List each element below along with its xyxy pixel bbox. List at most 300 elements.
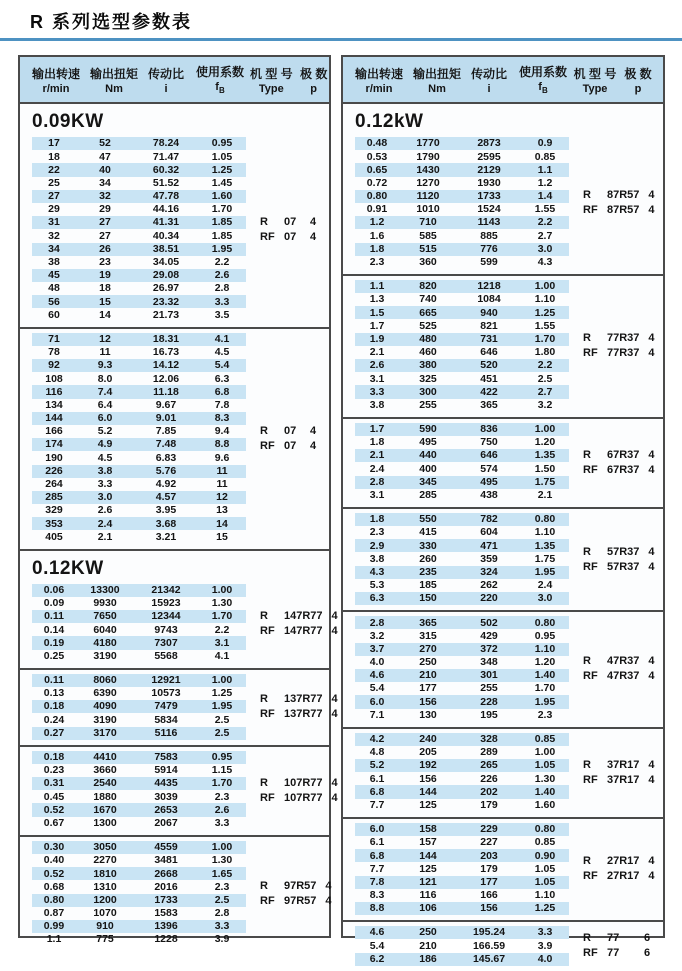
data-block — [20, 751, 338, 830]
table-row — [355, 733, 569, 746]
table-row — [32, 478, 246, 491]
cell-speed: 190 — [45, 451, 63, 464]
cell-fb: 1.70 — [534, 332, 556, 345]
table-row — [355, 746, 569, 759]
col-unit-poles: p — [634, 82, 642, 95]
cell-torque: 32 — [99, 190, 111, 203]
cell-torque: 255 — [419, 398, 437, 411]
column-header-row — [343, 57, 663, 104]
cell-fb: 2.2 — [537, 216, 553, 229]
type-poles-column — [246, 751, 351, 830]
table-row — [32, 790, 246, 803]
cell-ratio: 21.73 — [152, 308, 180, 321]
type-poles-column — [569, 926, 663, 966]
cell-ratio: 574 — [480, 462, 498, 475]
cell-ratio: 227 — [480, 836, 498, 849]
cell-fb: 4.0 — [537, 952, 553, 965]
cell-speed: 6.3 — [369, 592, 385, 605]
cell-fb: 2.8 — [214, 907, 230, 920]
cell-fb: 0.9 — [537, 137, 553, 150]
cell-ratio: 438 — [480, 489, 498, 502]
table-row — [32, 137, 246, 150]
cell-speed: 285 — [45, 491, 63, 504]
cell-torque: 150 — [419, 592, 437, 605]
type-model: 67R37 — [607, 463, 640, 476]
cell-speed: 45 — [48, 269, 60, 282]
cell-fb: 2.6 — [214, 269, 230, 282]
cell-torque: 3050 — [93, 841, 117, 854]
cell-torque: 106 — [419, 902, 437, 915]
cell-ratio: 47.78 — [152, 190, 180, 203]
cell-ratio: 301 — [480, 669, 498, 682]
cell-ratio: 520 — [480, 359, 498, 372]
cell-ratio: 365 — [480, 398, 498, 411]
cell-ratio: 3481 — [154, 854, 178, 867]
cell-fb: 1.80 — [534, 346, 556, 359]
col-name-type: 机 型 号 — [573, 66, 617, 81]
type-series: R — [583, 448, 591, 461]
type-series: RF — [260, 439, 275, 452]
col-header-ratio — [142, 57, 190, 102]
cell-torque: 26 — [99, 242, 111, 255]
poles-value: 4 — [648, 347, 655, 360]
poles-value: 4 — [331, 624, 338, 637]
cell-torque: 1670 — [93, 803, 117, 816]
type-line — [583, 561, 663, 573]
col-unit-torque: Nm — [428, 82, 446, 95]
cell-speed: 48 — [48, 282, 60, 295]
cell-torque: 18 — [99, 282, 111, 295]
type-model: 27R17 — [607, 855, 640, 868]
col-header-type — [250, 57, 293, 102]
cell-fb: 1.85 — [211, 229, 233, 242]
cell-fb: 1.65 — [211, 867, 233, 880]
table-group — [343, 727, 663, 817]
cell-fb: 2.4 — [537, 579, 553, 592]
cell-speed: 0.09 — [43, 597, 65, 610]
table-row — [355, 566, 569, 579]
cell-speed: 7.8 — [369, 875, 385, 888]
cell-fb: 2.1 — [537, 489, 553, 502]
col-name-torque: 输出扭矩 — [412, 66, 461, 81]
cell-ratio: 5914 — [154, 764, 178, 777]
cell-torque: 192 — [419, 759, 437, 772]
type-line — [260, 895, 340, 907]
cell-ratio: 78.24 — [152, 137, 180, 150]
poles-value: 4 — [648, 204, 655, 217]
poles-value: 4 — [648, 870, 655, 883]
cell-ratio: 3.21 — [155, 530, 177, 543]
cell-speed: 71 — [48, 332, 60, 345]
cell-ratio: 5116 — [154, 726, 178, 739]
col-header-torque — [86, 57, 142, 102]
cell-ratio: 16.73 — [152, 346, 180, 359]
table-row — [355, 823, 569, 836]
cell-fb: 2.2 — [214, 623, 230, 636]
cell-fb: 1.00 — [534, 746, 556, 759]
cell-fb: 9.4 — [214, 425, 230, 438]
cell-ratio: 599 — [480, 256, 498, 269]
cell-ratio: 3039 — [154, 790, 178, 803]
table-row — [32, 713, 246, 726]
cell-fb: 2.6 — [214, 803, 230, 816]
cell-torque: 1790 — [416, 150, 440, 163]
table-row — [355, 669, 569, 682]
table-row — [355, 359, 569, 372]
cell-speed: 92 — [48, 359, 60, 372]
cell-torque: 40 — [99, 163, 111, 176]
cell-fb: 0.80 — [534, 823, 556, 836]
cell-torque: 185 — [419, 579, 437, 592]
cell-speed: 0.24 — [43, 713, 65, 726]
cell-ratio: 1733 — [477, 190, 501, 203]
table-row — [32, 359, 246, 372]
type-model: 47R37 — [607, 670, 640, 683]
table-group — [343, 417, 663, 507]
cell-ratio: 9.67 — [155, 398, 177, 411]
cell-speed: 4.6 — [369, 926, 385, 939]
table-row — [32, 841, 246, 854]
cell-torque: 156 — [419, 695, 437, 708]
cell-torque: 345 — [419, 475, 437, 488]
cell-ratio: 255 — [480, 682, 498, 695]
table-row — [355, 476, 569, 489]
cell-fb: 1.2 — [537, 176, 553, 189]
type-series: RF — [583, 560, 598, 573]
parameter-table-left — [18, 55, 338, 946]
cell-ratio: 179 — [480, 862, 498, 875]
cell-ratio: 1930 — [477, 176, 501, 189]
table-row — [32, 256, 246, 269]
cell-fb: 1.05 — [211, 150, 233, 163]
poles-value: 4 — [309, 424, 317, 437]
cell-ratio: 646 — [480, 346, 498, 359]
type-series: R — [260, 880, 268, 893]
type-model: 77R37 — [607, 347, 640, 360]
cell-torque: 235 — [419, 565, 437, 578]
cell-ratio: 2668 — [154, 867, 178, 880]
table-row — [355, 306, 569, 319]
cell-speed: 5.4 — [369, 939, 385, 952]
cell-torque: 665 — [419, 306, 437, 319]
cell-speed: 0.19 — [43, 636, 65, 649]
cell-fb: 11 — [216, 464, 228, 477]
cell-torque: 270 — [419, 642, 437, 655]
table-row — [32, 465, 246, 478]
cell-ratio: 1524 — [477, 203, 501, 216]
cell-ratio: 40.34 — [152, 229, 180, 242]
table-row — [355, 449, 569, 462]
cell-torque: 9.3 — [97, 359, 113, 372]
col-name-ratio: 传动比 — [470, 66, 507, 81]
cell-torque: 6.4 — [97, 398, 113, 411]
cell-fb: 1.10 — [534, 642, 556, 655]
col-unit-torque: Nm — [105, 82, 123, 95]
cell-fb: 1.70 — [534, 682, 556, 695]
cell-fb: 1.05 — [534, 875, 556, 888]
cell-torque: 260 — [419, 552, 437, 565]
data-block — [343, 137, 663, 269]
cell-speed: 4.8 — [369, 746, 385, 759]
cell-ratio: 14.12 — [152, 359, 180, 372]
table-row — [355, 229, 569, 242]
cell-torque: 400 — [419, 462, 437, 475]
cell-torque: 11 — [99, 346, 111, 359]
poles-value: 4 — [309, 230, 317, 243]
type-series: R — [583, 655, 591, 668]
cell-fb: 1.35 — [534, 539, 556, 552]
type-model: 87R57 — [607, 189, 640, 202]
cell-torque: 250 — [419, 656, 437, 669]
table-row — [355, 862, 569, 875]
col-name-poles: 极 数 — [624, 66, 652, 81]
type-line — [583, 947, 659, 959]
cell-ratio: 4.92 — [155, 478, 177, 491]
cell-speed: 2.3 — [369, 526, 385, 539]
cell-speed: 0.18 — [43, 700, 65, 713]
table-row — [32, 584, 246, 597]
cell-ratio: 38.51 — [152, 242, 180, 255]
cell-speed: 1.3 — [369, 293, 385, 306]
cell-speed: 1.8 — [369, 513, 385, 526]
table-row — [355, 280, 569, 293]
cell-fb: 1.10 — [534, 293, 556, 306]
cell-fb: 2.3 — [214, 880, 230, 893]
cell-ratio: 1733 — [154, 893, 178, 906]
cell-torque: 1270 — [416, 176, 440, 189]
cell-speed: 27 — [48, 190, 60, 203]
cell-torque: 1200 — [93, 893, 117, 906]
type-poles-column — [246, 584, 351, 663]
type-series: RF — [583, 870, 598, 883]
type-series: RF — [583, 347, 598, 360]
type-model: 147R77 — [284, 609, 323, 622]
col-unit-ratio: i — [164, 82, 168, 95]
table-row — [355, 190, 569, 203]
type-series: R — [583, 758, 591, 771]
cell-torque: 325 — [419, 372, 437, 385]
cell-ratio: 328 — [480, 733, 498, 746]
table-group — [343, 817, 663, 920]
cell-fb: 3.9 — [537, 939, 553, 952]
table-row — [355, 799, 569, 812]
cell-fb: 1.10 — [534, 889, 556, 902]
table-row — [355, 709, 569, 722]
cell-torque: 157 — [419, 836, 437, 849]
cell-torque: 3.0 — [97, 491, 113, 504]
cell-speed: 2.3 — [369, 256, 385, 269]
cell-torque: 4090 — [93, 700, 117, 713]
table-row — [355, 539, 569, 552]
cell-fb: 4.3 — [537, 256, 553, 269]
col-name-torque: 输出扭矩 — [89, 66, 138, 81]
table-row — [32, 399, 246, 412]
type-poles-column — [569, 280, 667, 412]
cell-torque: 365 — [419, 616, 437, 629]
cell-torque: 550 — [419, 513, 437, 526]
table-row — [32, 372, 246, 385]
cell-torque: 740 — [419, 293, 437, 306]
cell-torque: 3660 — [93, 764, 117, 777]
cell-fb: 1.05 — [534, 759, 556, 772]
power-section-label: 0.12KW — [32, 557, 104, 579]
cell-torque: 1310 — [93, 880, 117, 893]
cell-fb: 1.70 — [211, 777, 233, 790]
table-row — [355, 372, 569, 385]
cell-torque: 29 — [99, 203, 111, 216]
cell-torque: 4.9 — [97, 438, 113, 451]
cell-torque: 130 — [419, 708, 437, 721]
cell-speed: 1.7 — [369, 423, 385, 436]
table-group — [20, 327, 329, 549]
cell-ratio: 51.52 — [152, 176, 180, 189]
type-model: 57R37 — [607, 545, 640, 558]
table-row — [355, 629, 569, 642]
numeric-rows — [343, 823, 569, 915]
cell-speed: 2.4 — [369, 462, 385, 475]
cell-ratio: 4.57 — [155, 491, 177, 504]
cell-torque: 460 — [419, 346, 437, 359]
cell-speed: 0.72 — [366, 176, 388, 189]
data-block — [20, 583, 338, 663]
cell-fb: 5.4 — [214, 359, 230, 372]
table-row — [32, 412, 246, 425]
cell-torque: 3.3 — [97, 478, 113, 491]
cell-speed: 17 — [48, 137, 60, 150]
cell-speed: 60 — [48, 308, 60, 321]
cell-fb: 2.3 — [214, 790, 230, 803]
cell-speed: 1.6 — [369, 229, 385, 242]
type-poles-column — [569, 733, 667, 812]
cell-fb: 2.7 — [537, 229, 553, 242]
data-block — [343, 926, 663, 966]
cell-ratio: 179 — [480, 798, 498, 811]
cell-fb: 3.2 — [537, 398, 553, 411]
cell-fb: 1.10 — [534, 526, 556, 539]
cell-ratio: 422 — [480, 385, 498, 398]
cell-speed: 3.3 — [369, 385, 385, 398]
type-model: 37R17 — [607, 758, 640, 771]
cell-fb: 0.95 — [211, 137, 233, 150]
cell-ratio: 60.32 — [152, 163, 180, 176]
cell-fb: 15 — [216, 530, 228, 543]
cell-torque: 775 — [96, 933, 114, 946]
cell-fb: 2.5 — [537, 372, 553, 385]
cell-speed: 0.87 — [43, 907, 65, 920]
cell-speed: 0.27 — [43, 726, 65, 739]
cell-speed: 2.8 — [369, 475, 385, 488]
type-poles-column — [246, 137, 329, 322]
cell-torque: 4.5 — [97, 451, 113, 464]
cell-speed: 329 — [45, 504, 63, 517]
cell-torque: 590 — [419, 423, 437, 436]
cell-fb: 3.3 — [537, 926, 553, 939]
col-name-fb: 使用系数 — [195, 65, 244, 80]
type-poles-column — [569, 513, 667, 605]
type-series: RF — [260, 895, 275, 908]
type-series: RF — [260, 624, 275, 637]
cell-torque: 250 — [419, 926, 437, 939]
table-row — [32, 751, 246, 764]
table-row — [32, 295, 246, 308]
poles-value: 4 — [648, 773, 655, 786]
type-series: R — [583, 855, 591, 868]
table-row — [355, 953, 569, 966]
cell-ratio: 34.05 — [152, 256, 180, 269]
cell-fb: 1.05 — [534, 862, 556, 875]
column-header-row — [20, 57, 329, 104]
cell-speed: 0.14 — [43, 623, 65, 636]
poles-value: 4 — [325, 880, 332, 893]
type-series: RF — [583, 204, 598, 217]
cell-speed: 134 — [45, 398, 63, 411]
table-row — [32, 700, 246, 713]
table-group — [20, 668, 338, 745]
cell-speed: 1.1 — [369, 280, 385, 293]
cell-fb: 1.55 — [534, 319, 556, 332]
cell-fb: 1.45 — [211, 176, 233, 189]
cell-ratio: 156 — [480, 902, 498, 915]
cell-speed: 4.0 — [369, 656, 385, 669]
table-row — [32, 597, 246, 610]
cell-ratio: 750 — [480, 436, 498, 449]
table-group — [20, 835, 332, 952]
cell-fb: 1.85 — [211, 216, 233, 229]
col-name-speed: 输出转速 — [354, 66, 403, 81]
numeric-rows — [20, 584, 246, 663]
cell-speed: 8.3 — [369, 889, 385, 902]
table-row — [355, 513, 569, 526]
table-row — [355, 293, 569, 306]
table-row — [355, 436, 569, 449]
cell-torque: 440 — [419, 449, 437, 462]
poles-value: 4 — [648, 758, 655, 771]
cell-speed: 6.0 — [369, 823, 385, 836]
type-line — [583, 204, 663, 216]
poles-value: 4 — [648, 463, 655, 476]
cell-torque: 27 — [99, 216, 111, 229]
table-row — [355, 203, 569, 216]
cell-fb: 2.3 — [537, 708, 553, 721]
numeric-rows — [343, 280, 569, 412]
cell-torque: 525 — [419, 319, 437, 332]
table-row — [32, 163, 246, 176]
cell-torque: 5.2 — [97, 425, 113, 438]
col-unit-poles: p — [310, 82, 318, 95]
cell-torque: 15 — [99, 295, 111, 308]
table-row — [355, 849, 569, 862]
table-row — [355, 216, 569, 229]
type-line — [583, 332, 663, 344]
cell-torque: 12 — [99, 332, 111, 345]
cell-torque: 19 — [99, 269, 111, 282]
cell-speed: 0.13 — [43, 687, 65, 700]
cell-fb: 3.3 — [214, 295, 230, 308]
type-line — [583, 670, 663, 682]
table-row — [355, 592, 569, 605]
cell-torque: 8.0 — [97, 372, 113, 385]
type-line — [583, 774, 663, 786]
cell-speed: 0.68 — [43, 880, 65, 893]
type-model: 77 — [607, 947, 620, 960]
table-row — [355, 552, 569, 565]
cell-fb: 1.30 — [211, 597, 233, 610]
cell-torque: 23 — [99, 256, 111, 269]
cell-torque: 415 — [419, 526, 437, 539]
cell-speed: 1.8 — [369, 242, 385, 255]
cell-fb: 1.20 — [534, 436, 556, 449]
table-row — [355, 243, 569, 256]
